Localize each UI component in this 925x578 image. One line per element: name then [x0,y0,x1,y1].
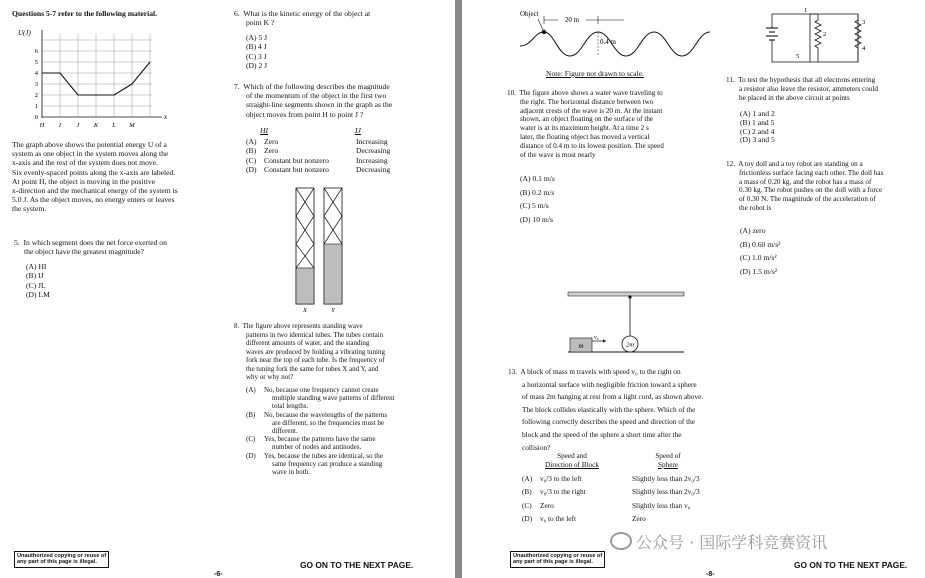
point-label: 1 [804,7,808,14]
question-7: 7. Which of the following describes the magnitude of the momentum of the object in the first two straight-line segments shown in the graph as the object moves from point H to point J ? [234,82,393,119]
go-on-text: GO ON TO THE NEXT PAGE. [300,560,414,570]
answer-option[interactable]: (C) Constant but nonzero Increasing [246,155,388,165]
point-label: 3 [862,19,866,26]
answer-option[interactable]: (A) No, because one frequency cannot create multiple standing wave patterns of different total lengths. [246,386,395,411]
answer-option[interactable]: (A) zero [740,226,766,235]
circuit-diagram [760,6,870,70]
copyright-notice: Unauthorized copying or reuse of any part of this page is illegal. [510,551,605,568]
ytick: 5 [34,59,38,66]
answer-option[interactable]: (D) 1.5 m/s² [740,266,778,276]
q10-options [520,172,555,226]
ytick: 2 [34,92,38,99]
exam-page-right [462,0,925,578]
point-label: 4 [862,45,866,52]
watermark: 公众号 · 国际学科竞赛资讯 [610,530,827,553]
q12-options [740,224,780,278]
question-11: 11. To test the hypothesis that all electrons entering a resistor also leave the resistor, ammeters could be placed in the above circuit at points [726,76,879,102]
object-label: Object [520,10,539,18]
answer-option[interactable]: (B) No, because the wavelengths of the patterns are different, so the frequencies must be different. [246,410,388,436]
answer-option[interactable]: (B) IJ [26,271,44,281]
water-wave-figure [512,6,722,68]
answer-option[interactable]: (C) 1.0 m/s² [740,253,777,262]
q6-options [246,33,267,70]
copyright-notice: Unauthorized copying or reuse of any part of this page is illegal. [14,551,109,568]
answer-option[interactable]: (A) HI [26,262,47,271]
q7-col-head: HI [260,126,269,135]
xtick: H [39,122,45,129]
collision-figure [562,288,688,360]
question-8: 8. The figure above represents standing wave patterns in two identical tubes. The tubes contain different amounts of water, and the standing waves are produced by holding a vibrating tuning fork near the top of each tube. Is the frequency of the tuning fork the same for tubes X and Y, and why or why not? [234,322,385,381]
figure-note: Note: Figure not drawn to scale. [546,69,644,78]
answer-option[interactable]: (D) LM [26,289,50,299]
answer-option[interactable]: (C) 5 m/s [520,201,549,210]
answer-option[interactable]: (A) 1 and 2 [740,109,775,118]
answer-option[interactable]: (C) Yes, because the patterns have the same number of nodes and antinodes. [246,435,376,452]
answer-option[interactable]: (C) JL [26,280,46,290]
ytick: 1 [34,103,38,110]
point-label: 2 [823,31,827,38]
q13-options [522,472,700,526]
page-number: -6- [214,571,223,578]
answer-option[interactable]: (D) 3 and 5 [740,135,775,145]
xtick: L [112,122,116,129]
sphere-label: 2m [626,341,634,349]
q13-col-head-sphere: Speed of Sphere [655,452,681,469]
velocity-label: v₀ [594,335,599,341]
passage: The graph above shows the potential energy U of a system as one object in the system moves along the x-axis and the rest of the system does not move. Six evenly-spaced points along the x-axis are labeled. At point H, the object is moving in the positive x-direction and the mechanical energy of the system is 5.0 J. As the object moves, no energy enters or leaves the system. [12,140,178,214]
answer-option[interactable]: (B) 4 J [246,42,267,52]
distance-label: 20 m [564,16,580,24]
q7-col-head: IJ [355,126,361,135]
potential-energy-graph [12,26,172,132]
exam-page-left [0,0,455,578]
graph-ylabel: U(J) [18,29,31,37]
xtick: M [129,122,135,129]
ytick: 3 [34,81,38,88]
answer-option[interactable]: (A) 5 J [246,33,268,42]
answer-option[interactable]: (B) Zero Decreasing [246,146,391,156]
ytick: 0 [34,114,38,121]
block-label: m [578,342,584,350]
q8-options [246,386,395,476]
question-13: 13. A block of mass m travels with speed v₀ to the right on a horizontal surface with negligible friction toward a sphere of mass 2m hanging at rest from a light cord, as shown above. The block collides elastically with the sphere. Which of the following correctly describes the speed and direction of the block and the speed of the sphere a short time after the collision? [508,367,704,452]
graph-xlabel: x [164,113,168,121]
q13-col-head-block: Speed and Direction of Block [545,452,599,469]
answer-option[interactable]: (D) Yes, because the tubes are identical, so the same frequency can produce a standing wave in both. [246,451,383,477]
answer-option[interactable]: (B) 0.2 m/s [520,187,555,197]
answer-option[interactable]: (C) 3 J [246,51,267,61]
page-number: -8- [706,571,715,578]
question-5: 5. In which segment does the net force exerted on the object have the greatest magnitude? [14,238,167,257]
answer-option[interactable]: (B) v₀/3 to the right Slightly less than 2v₀/3 [522,487,700,497]
question-12: 12. A toy doll and a toy robot are standing on a frictionless surface facing each other. The doll has a mass of 0.20 kg, and the robot has a mass of 0.30 kg. The robot pushes on the doll with a force of 0.30 N. The magnitude of the acceleration of the robot is [726,160,884,212]
answer-option[interactable]: (B) 1 and 5 [740,117,775,127]
answer-option[interactable]: (C) 2 and 4 [740,126,775,136]
xtick: I [58,122,62,129]
tube-label: X [303,307,307,314]
answer-option[interactable]: (A) v₀/3 to the left Slightly less than 2v₀/3 [522,474,700,483]
answer-option[interactable]: (A) Zero Increasing [246,137,388,146]
question-10: 10. The figure above shows a water wave traveling to the right. The horizontal distance between two adjacent crests of the wave is 20 m. At the instant shown, an object floating on the surface of the water is at its maximum height. At a time 2 s later, the floating object has moved a vertical distance of 0.4 m to its lowest position. The speed of the wave is most nearly [507,89,664,159]
answer-option[interactable]: (D) v₀ to the left Zero [522,514,646,524]
q7-options [246,137,390,174]
ytick: 4 [34,70,38,77]
answer-option[interactable]: (D) Constant but nonzero Decreasing [246,164,391,174]
section-header: Questions 5-7 refer to the following material. [12,9,158,18]
standing-wave-tubes-figure [290,186,356,314]
answer-option[interactable]: (D) 2 J [246,60,268,70]
q11-options [740,110,775,145]
tube-label: Y [331,307,335,314]
answer-option[interactable]: (A) 0.1 m/s [520,174,555,183]
xtick: J [76,122,80,129]
ytick: 6 [34,48,38,55]
answer-option[interactable]: (B) 0.60 m/s² [740,239,781,249]
point-label: 5 [796,53,800,60]
answer-option[interactable]: (D) 10 m/s [520,214,553,224]
go-on-text: GO ON TO THE NEXT PAGE. [794,560,908,570]
xtick: K [93,122,99,129]
wechat-icon [610,532,632,550]
answer-option[interactable]: (C) Zero Slightly less than v₀ [522,500,691,510]
question-6: 6. What is the kinetic energy of the object at point K ? [234,9,371,28]
q5-options [26,262,50,299]
height-label: 0.4 m [600,38,616,46]
